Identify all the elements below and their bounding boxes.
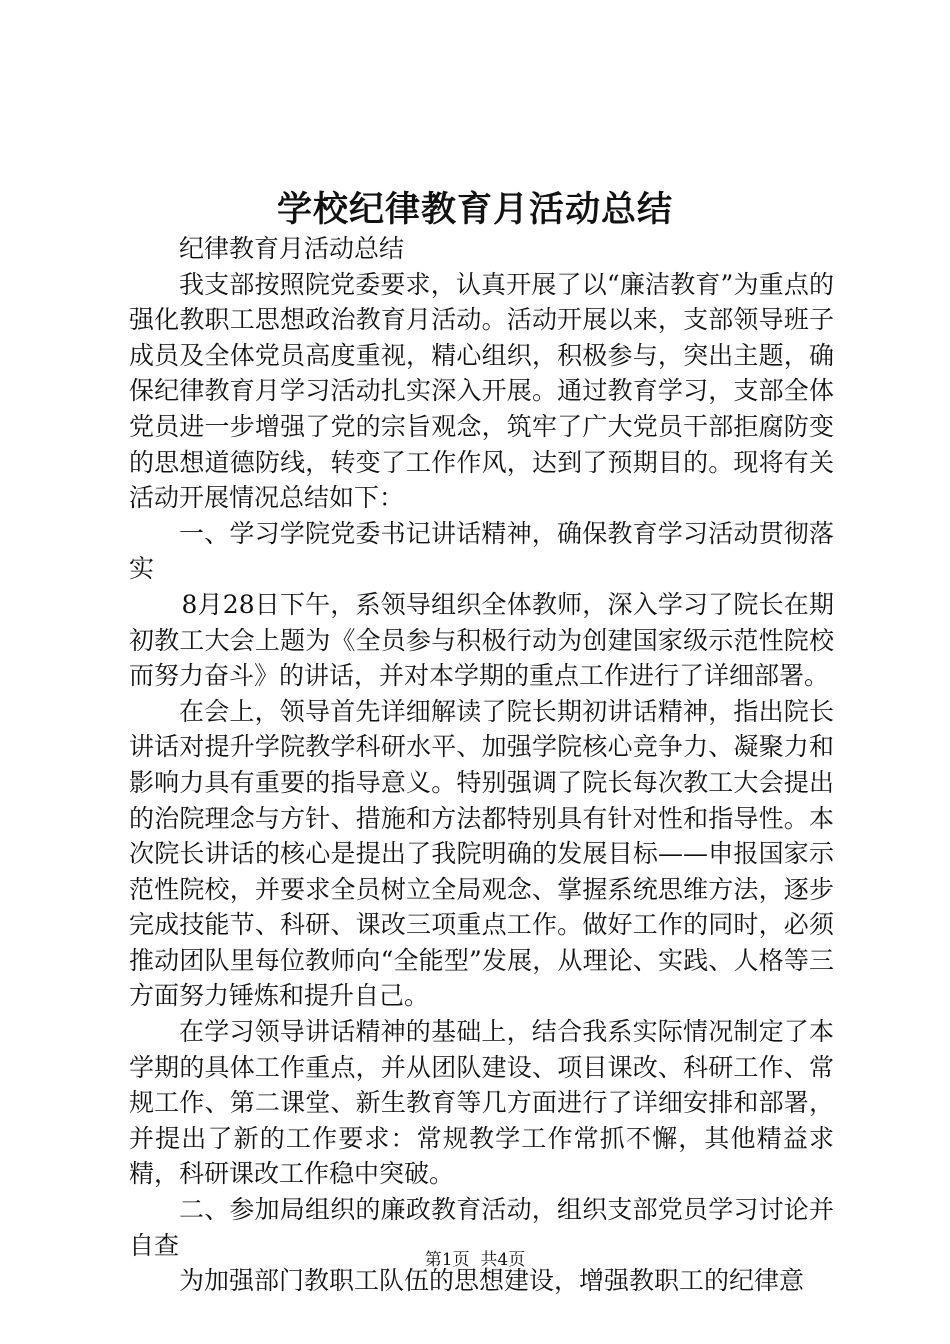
paragraph-work-plan: 在学习领导讲话精神的基础上，结合我系实际情况制定了本学期的具体工作重点，并从团队建设、项目课改、科研工作、常规工作、第二课堂、新生教育等几方面进行了详细安排和部署，并提出了新的工作要求：常规教学工作常抓不懈，其他精益求精，科研课改工作稳中突破。: [129, 1017, 834, 1189]
section-heading-2: 二、参加局组织的廉政教育活动，组织支部党员学习讨论并自查: [129, 1195, 834, 1260]
document-body: [129, 231, 834, 1299]
paragraph-intro: 我支部按照院党委要求，认真开展了以“廉洁教育”为重点的强化教职工思想政治教育月活动。活动开展以来，支部领导班子成员及全体党员高度重视，精心组织，积极参与，突出主题，确保纪律教育月学习活动扎实深入开展。通过教育学习，支部全体党员进一步增强了党的宗旨观念，筑牢了广大党员干部拒腐防变的思想道德防线，转变了工作作风，达到了预期目的。现将有关活动开展情况总结如下：: [129, 269, 834, 513]
paragraph-continued: 为加强部门教职工队伍的思想建设，增强教职工的纪律意: [179, 1266, 805, 1296]
paragraph-meeting: 8月28日下午，系领导组织全体教师，深入学习了院长在期初教工大会上题为《全员参与积极行动为创建国家级示范性院校而努力奋斗》的讲话，并对本学期的重点工作进行了详细部署。: [129, 589, 834, 691]
page-footer: [0, 1245, 950, 1270]
page-total: 共4页: [480, 1250, 526, 1270]
section-heading-1: 一、学习学院党委书记讲话精神，确保教育学习活动贯彻落实: [129, 518, 834, 584]
page-number: 第1页: [424, 1250, 470, 1270]
document-title: 学校纪律教育月活动总结: [276, 189, 673, 230]
paragraph-meeting-detail: 在会上，领导首先详细解读了院长期初讲话精神，指出院长讲话对提升学院教学科研水平、加强学院核心竞争力、凝聚力和影响力具有重要的指导意义。特别强调了院长每次教工大会提出的治院理念与方针、措施和方法都特别具有针对性和指导性。本次院长讲话的核心是提出了我院明确的发展目标——申报国家示范性院校，并要求全员树立全局观念、掌握系统思维方法，逐步完成技能节、科研、课改三项重点工作。做好工作的同时，必须推动团队里每位教师向“全能型”发展，从理论、实践、人格等三方面努力锤炼和提升自己。: [129, 696, 834, 1011]
paragraph-subtitle: 纪律教育月活动总结: [179, 234, 405, 263]
